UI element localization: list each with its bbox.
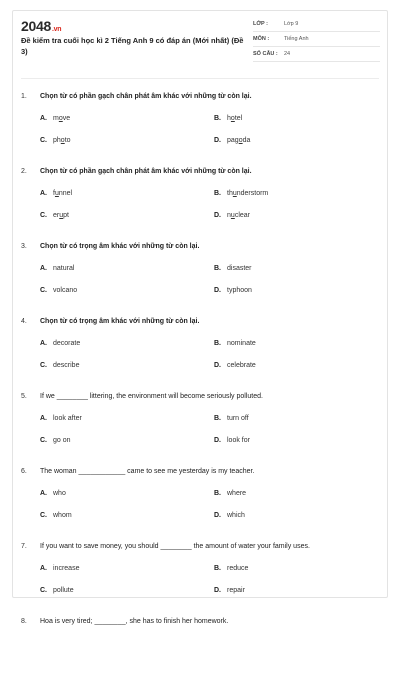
question-line bbox=[21, 461, 383, 483]
option-letter: C. bbox=[40, 362, 47, 369]
option-letter: B. bbox=[214, 115, 221, 122]
answer-option[interactable] bbox=[40, 333, 80, 355]
option-text bbox=[227, 265, 252, 272]
option-text-pre: decorate bbox=[53, 340, 81, 347]
option-text-pre: reduce bbox=[227, 565, 249, 572]
option-text-pre: natural bbox=[53, 265, 75, 272]
option-text bbox=[53, 587, 74, 594]
option-underlined-part: o bbox=[60, 137, 65, 144]
meta-label: MÔN : bbox=[253, 36, 270, 42]
option-text-pre: th bbox=[227, 190, 233, 197]
exam-meta bbox=[253, 17, 380, 62]
option-letter: D. bbox=[214, 287, 221, 294]
option-underlined-part: o bbox=[230, 115, 235, 122]
option-underlined-part: u bbox=[230, 212, 235, 219]
option-text bbox=[53, 415, 82, 422]
question-item bbox=[21, 161, 383, 236]
header-divider bbox=[21, 78, 379, 79]
option-text bbox=[53, 287, 77, 294]
option-text bbox=[53, 190, 72, 197]
option-row bbox=[21, 258, 383, 280]
option-text-post: tel bbox=[234, 115, 243, 122]
option-text-pre: nominate bbox=[227, 340, 256, 347]
option-text bbox=[53, 265, 74, 272]
option-text bbox=[227, 362, 256, 369]
option-text bbox=[227, 587, 245, 594]
option-letter: D. bbox=[214, 212, 221, 219]
meta-value: Tiếng Anh bbox=[284, 36, 309, 42]
question-text: If you want to save money, you should ________ the amount of water your family uses. bbox=[40, 543, 310, 550]
logo-main: 2048 bbox=[21, 18, 51, 34]
answer-option[interactable] bbox=[40, 505, 72, 527]
option-text bbox=[53, 137, 71, 144]
option-text-pre: volcano bbox=[53, 287, 78, 294]
option-letter: B. bbox=[214, 190, 221, 197]
answer-option[interactable] bbox=[40, 258, 74, 280]
option-text-post: pt bbox=[63, 212, 69, 219]
option-row bbox=[21, 280, 383, 302]
option-row bbox=[21, 505, 383, 527]
question-text: Chọn từ có phần gạch chân phát âm khác với những từ còn lại. bbox=[40, 93, 252, 100]
option-text-pre: typhoon bbox=[227, 287, 252, 294]
option-row bbox=[21, 580, 383, 602]
option-text bbox=[227, 437, 250, 444]
answer-option[interactable] bbox=[40, 483, 66, 505]
option-text-pre: er bbox=[53, 212, 60, 219]
option-text-pre: disaster bbox=[227, 265, 252, 272]
option-text-pre: pag bbox=[227, 137, 239, 144]
option-row bbox=[21, 483, 383, 505]
option-row bbox=[21, 408, 383, 430]
option-row bbox=[21, 108, 383, 130]
answer-option[interactable] bbox=[214, 205, 250, 227]
question-item bbox=[21, 86, 383, 161]
question-line bbox=[21, 161, 383, 183]
option-text-pre: go on bbox=[53, 437, 71, 444]
option-text bbox=[53, 437, 71, 444]
option-letter: A. bbox=[40, 415, 47, 422]
option-text-pre: where bbox=[227, 490, 247, 497]
question-item bbox=[21, 461, 383, 536]
question-line bbox=[21, 86, 383, 108]
option-text bbox=[227, 490, 246, 497]
option-letter: D. bbox=[214, 137, 221, 144]
question-number: 3. bbox=[21, 243, 27, 250]
exam-header bbox=[13, 11, 387, 73]
answer-option[interactable] bbox=[40, 183, 72, 205]
question-list bbox=[21, 86, 383, 686]
option-text-pre: pollute bbox=[53, 587, 74, 594]
option-row bbox=[21, 205, 383, 227]
meta-row-subject bbox=[253, 32, 380, 47]
option-text-pre: turn off bbox=[227, 415, 249, 422]
option-text bbox=[227, 115, 242, 122]
option-letter: B. bbox=[214, 490, 221, 497]
option-letter: C. bbox=[40, 287, 47, 294]
answer-option[interactable] bbox=[214, 333, 256, 355]
answer-option[interactable] bbox=[214, 408, 249, 430]
option-letter: A. bbox=[40, 490, 47, 497]
question-number: 7. bbox=[21, 543, 27, 550]
option-letter: D. bbox=[214, 437, 221, 444]
option-text-post: da bbox=[242, 137, 251, 144]
option-text-pre: f bbox=[53, 190, 55, 197]
option-text-post: nnel bbox=[58, 190, 73, 197]
option-text-post: to bbox=[64, 137, 71, 144]
question-text: The woman ____________ came to see me yesterday is my teacher. bbox=[40, 468, 255, 475]
answer-option[interactable] bbox=[214, 430, 250, 452]
answer-option[interactable] bbox=[214, 558, 248, 580]
option-text-pre: repair bbox=[227, 587, 245, 594]
answer-option[interactable] bbox=[214, 355, 256, 377]
question-item bbox=[21, 536, 383, 611]
option-letter: A. bbox=[40, 190, 47, 197]
question-item bbox=[21, 386, 383, 461]
answer-option[interactable] bbox=[214, 505, 245, 527]
option-text bbox=[53, 490, 66, 497]
meta-label: LỚP : bbox=[253, 21, 268, 27]
site-logo[interactable] bbox=[21, 18, 61, 34]
option-letter: D. bbox=[214, 362, 221, 369]
option-text-pre: m bbox=[53, 115, 59, 122]
logo-tld: .vn bbox=[51, 26, 62, 33]
option-letter: A. bbox=[40, 340, 47, 347]
answer-option[interactable] bbox=[40, 108, 70, 130]
option-letter: C. bbox=[40, 437, 47, 444]
option-text bbox=[53, 512, 72, 519]
answer-option[interactable] bbox=[40, 430, 71, 452]
question-item bbox=[21, 611, 383, 686]
answer-option[interactable] bbox=[40, 205, 69, 227]
answer-option[interactable] bbox=[40, 558, 79, 580]
question-line bbox=[21, 386, 383, 408]
option-text-pre: look for bbox=[227, 437, 250, 444]
option-letter: B. bbox=[214, 340, 221, 347]
answer-option[interactable] bbox=[40, 130, 71, 152]
option-text bbox=[53, 362, 79, 369]
meta-label: SỐ CÂU : bbox=[253, 51, 278, 57]
option-text-post: clear bbox=[234, 212, 250, 219]
option-text-pre: ph bbox=[53, 137, 61, 144]
option-text-pre: look after bbox=[53, 415, 82, 422]
option-text-pre: describe bbox=[53, 362, 80, 369]
option-text bbox=[227, 212, 250, 219]
answer-option[interactable] bbox=[214, 580, 245, 602]
option-text bbox=[227, 137, 250, 144]
option-letter: A. bbox=[40, 265, 47, 272]
option-text-post: nderstorm bbox=[236, 190, 269, 197]
option-text-pre: h bbox=[227, 115, 231, 122]
answer-option[interactable] bbox=[214, 483, 246, 505]
question-number: 1. bbox=[21, 93, 27, 100]
question-number: 4. bbox=[21, 318, 27, 325]
option-text bbox=[227, 512, 245, 519]
exam-page bbox=[12, 10, 388, 625]
option-letter: A. bbox=[40, 565, 47, 572]
option-row bbox=[21, 183, 383, 205]
option-underlined-part: o bbox=[238, 137, 243, 144]
question-line bbox=[21, 536, 383, 558]
answer-option[interactable] bbox=[40, 280, 77, 302]
option-text bbox=[227, 340, 256, 347]
option-letter: C. bbox=[40, 212, 47, 219]
option-letter: C. bbox=[40, 512, 47, 519]
answer-option[interactable] bbox=[214, 280, 252, 302]
meta-value: Lớp 9 bbox=[284, 21, 299, 27]
question-text: Chọn từ có trọng âm khác với những từ còn lại. bbox=[40, 243, 200, 250]
answer-option[interactable] bbox=[40, 408, 82, 430]
answer-option[interactable] bbox=[40, 580, 74, 602]
option-text-pre: which bbox=[227, 512, 245, 519]
option-letter: D. bbox=[214, 512, 221, 519]
option-underlined-part: u bbox=[59, 212, 64, 219]
option-text-pre: whom bbox=[53, 512, 72, 519]
option-text bbox=[227, 565, 248, 572]
question-text: Hoa is very tired; ________, she has to finish her homework. bbox=[40, 618, 229, 625]
question-text: Chọn từ có phần gạch chân phát âm khác với những từ còn lại. bbox=[40, 168, 252, 175]
question-line bbox=[21, 236, 383, 258]
option-letter: C. bbox=[40, 587, 47, 594]
question-item bbox=[21, 311, 383, 386]
question-number: 6. bbox=[21, 468, 27, 475]
option-text bbox=[227, 287, 252, 294]
option-row bbox=[21, 355, 383, 377]
meta-value: 24 bbox=[284, 51, 291, 57]
option-letter: B. bbox=[214, 265, 221, 272]
option-text bbox=[53, 115, 70, 122]
option-letter: B. bbox=[214, 565, 221, 572]
question-number: 8. bbox=[21, 618, 27, 625]
option-text bbox=[53, 212, 69, 219]
answer-option[interactable] bbox=[214, 130, 250, 152]
question-line bbox=[21, 311, 383, 333]
answer-option[interactable] bbox=[40, 355, 79, 377]
option-text-pre: increase bbox=[53, 565, 80, 572]
option-letter: B. bbox=[214, 415, 221, 422]
meta-row-question-count bbox=[253, 47, 380, 62]
option-text-pre: celebrate bbox=[227, 362, 256, 369]
option-text-pre: n bbox=[227, 212, 231, 219]
question-number: 5. bbox=[21, 393, 27, 400]
option-row bbox=[21, 430, 383, 452]
question-item bbox=[21, 236, 383, 311]
option-underlined-part: o bbox=[58, 115, 63, 122]
option-letter: C. bbox=[40, 137, 47, 144]
option-row bbox=[21, 130, 383, 152]
question-number: 2. bbox=[21, 168, 27, 175]
option-row bbox=[21, 558, 383, 580]
answer-option[interactable] bbox=[214, 183, 268, 205]
option-text bbox=[227, 190, 268, 197]
option-letter: A. bbox=[40, 115, 47, 122]
question-text: Chọn từ có trọng âm khác với những từ còn lại. bbox=[40, 318, 200, 325]
option-text-post: ve bbox=[62, 115, 71, 122]
option-letter: D. bbox=[214, 587, 221, 594]
exam-title: Đề kiểm tra cuối học kì 2 Tiếng Anh 9 có đáp án (Mới nhất) (Đề 3) bbox=[21, 36, 244, 56]
question-line bbox=[21, 611, 383, 633]
answer-option[interactable] bbox=[214, 258, 252, 280]
option-row bbox=[21, 333, 383, 355]
meta-row-class bbox=[253, 17, 380, 32]
option-text-pre: who bbox=[53, 490, 66, 497]
question-text: If we ________ littering, the environment will become seriously polluted. bbox=[40, 393, 263, 400]
option-text bbox=[227, 415, 249, 422]
answer-option[interactable] bbox=[214, 108, 242, 130]
option-text bbox=[53, 340, 80, 347]
option-text bbox=[53, 565, 79, 572]
option-underlined-part: u bbox=[232, 190, 237, 197]
option-underlined-part: u bbox=[54, 190, 59, 197]
